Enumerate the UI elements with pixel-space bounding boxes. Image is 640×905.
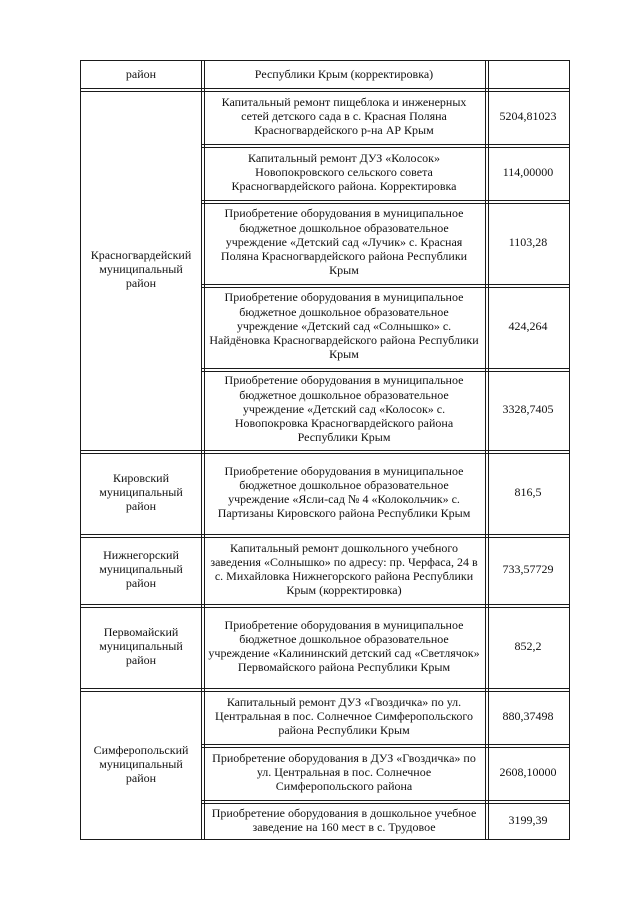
table-border bbox=[80, 60, 570, 61]
table-border bbox=[80, 688, 570, 689]
table-row-item: Капитальный ремонт ДУЗ «Гвоздичка» по ул. Центральная в пос. Солнечное Симферопольского района Республики Крым bbox=[215, 694, 473, 738]
table-row-amount: 733,57729 bbox=[502, 561, 554, 576]
header-col-object: Республики Крым (корректировка) bbox=[254, 66, 434, 81]
table-row-amount: 816,5 bbox=[514, 484, 542, 499]
table-row-amount: 2608,10000 bbox=[499, 764, 557, 779]
table-border bbox=[202, 144, 570, 145]
table-row-item: Капитальный ремонт пищеблока и инженерных сетей детского сада в с. Красная Поляна Красногвардейского р-на АР Крым bbox=[221, 94, 467, 138]
table-border bbox=[80, 450, 570, 451]
table-border bbox=[202, 147, 570, 148]
table-border bbox=[80, 534, 570, 535]
table-row-amount: 1103,28 bbox=[508, 234, 548, 249]
table-border bbox=[80, 691, 570, 692]
table-border bbox=[202, 747, 570, 748]
table-row-amount: 3328,7405 bbox=[502, 401, 554, 416]
table-row-item: Приобретение оборудования в муниципальное бюджетное дошкольное образовательное учреждение «Ясли-сад № 4 «Колокольчик» с. Партизаны Кировского района Республики Крым bbox=[217, 463, 471, 521]
table-border bbox=[80, 453, 570, 454]
municipality-kirovsky: Кировский муниципальный район bbox=[99, 470, 183, 514]
table-border bbox=[202, 803, 570, 804]
table-border bbox=[80, 604, 570, 605]
table-row-amount: 114,00000 bbox=[502, 164, 554, 179]
municipality-krasnogvardeysky: Красногвардейский муниципальный район bbox=[90, 247, 192, 291]
table-border bbox=[80, 91, 570, 92]
header-col-amount bbox=[486, 60, 570, 88]
budget-table bbox=[80, 60, 570, 840]
table-border bbox=[202, 287, 570, 288]
table-border bbox=[80, 839, 570, 840]
table-border bbox=[80, 88, 570, 89]
table-row-amount: 3199,39 bbox=[508, 812, 548, 827]
table-row-amount: 5204,81023 bbox=[499, 108, 557, 123]
municipality-simferopolsky: Симферопольский муниципальный район bbox=[93, 742, 189, 786]
table-border bbox=[202, 200, 570, 201]
municipality-nizhnegorsky: Нижнегорский муниципальный район bbox=[99, 547, 183, 591]
table-border bbox=[202, 284, 570, 285]
table-border bbox=[202, 368, 570, 369]
table-row-item: Приобретение оборудования в муниципальное бюджетное дошкольное образовательное учреждение «Детский сад «Солнышко» с. Найдёновка Красногвардейского района Республики Крым bbox=[209, 290, 479, 362]
table-row-amount: 424,264 bbox=[508, 318, 548, 333]
table-border bbox=[202, 203, 570, 204]
municipality-pervomaysky: Первомайский муниципальный район bbox=[99, 624, 183, 668]
table-border bbox=[80, 537, 570, 538]
table-border bbox=[202, 800, 570, 801]
table-border bbox=[202, 371, 570, 372]
table-row-amount: 880,37498 bbox=[502, 708, 554, 723]
header-col-district: район bbox=[125, 66, 157, 81]
table-row-item: Капитальный ремонт ДУЗ «Колосок» Новопокровского сельского совета Красногвардейского района. Корректировка bbox=[231, 150, 457, 194]
table-row-item: Приобретение оборудования в муниципальное бюджетное дошкольное образовательное учреждение «Калининский детский сад «Светлячок» Первомайского района Республики Крым bbox=[208, 617, 480, 675]
table-border bbox=[80, 607, 570, 608]
table-row-amount: 852,2 bbox=[514, 638, 542, 653]
table-row-item: Капитальный ремонт дошкольного учебного заведения «Солнышко» по адресу: пр. Черфаса, 24 в с. Михайловка Нижнегорского района Республики Крым (корректировка) bbox=[210, 540, 478, 598]
table-row-item: Приобретение оборудования в муниципальное бюджетное дошкольное образовательное учреждение «Детский сад «Лучик» с. Красная Поляна Красногвардейского района Республики Крым bbox=[220, 206, 468, 278]
table-row-item: Приобретение оборудования в дошкольное учебное заведение на 160 мест в с. Трудовое bbox=[211, 805, 477, 834]
table-row-item: Приобретение оборудования в муниципальное бюджетное дошкольное образовательное учреждение «Детский сад «Колосок» с. Новопокровка Красногвардейского района Республики Крым bbox=[224, 373, 464, 445]
table-border bbox=[202, 744, 570, 745]
table-row-item: Приобретение оборудования в ДУЗ «Гвоздичка» по ул. Центральная в пос. Солнечное Симферопольского района bbox=[212, 750, 476, 794]
